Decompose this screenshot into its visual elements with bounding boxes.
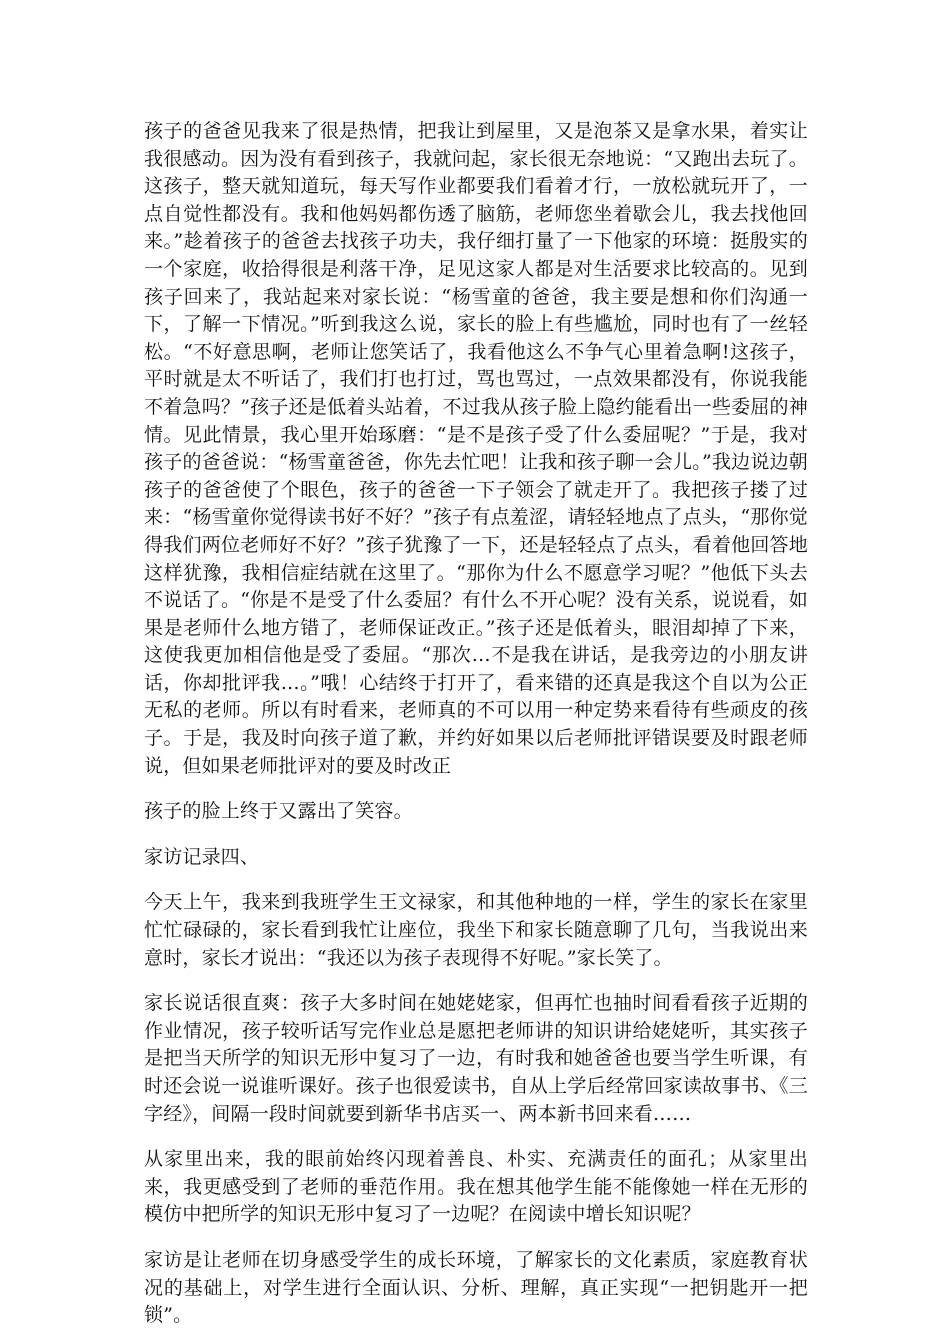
paragraph-visit-wang-family: 今天上午，我来到我班学生王文禄家，和其他种地的一样，学生的家长在家里忙忙碌碌的，家长看到我忙让座位，我坐下和家长随意聊了几句，当我说出来意时，家长才说出：“我还以为孩子表现得不好呢。”家长笑了。 <box>144 891 808 969</box>
paragraph-home-visit-story: 孩子的爸爸见我来了很是热情，把我让到屋里，又是泡茶又是拿水果，着实让我很感动。因为没有看到孩子，我就问起，家长很无奈地说：“又跑出去玩了。这孩子，整天就知道玩，每天写作业都要我们看着才行，一放松就玩开了，一点自觉性都没有。我和他妈妈都伤透了脑筋，老师您坐着歇会儿，我去找他回来。”趁着孩子的爸爸去找孩子功夫，我仔细打量了一下他家的环境：挺殷实的一个家庭，收拾得很是利落干净，足见这家人都是对生活要求比较高的。见到孩子回来了，我站起来对家长说：“杨雪童的爸爸，我主要是想和你们沟通一下，了解一下情况。”听到我这么说，家长的脸上有些尴尬，同时也有了一丝轻松。“不好意思啊，老师让您笑话了，我看他这么不争气心里着急啊!这孩子，平时就是太不听话了，我们打也打过，骂也骂过，一点效果都没有，你说我能不着急吗？”孩子还是低着头站着，不过我从孩子脸上隐约能看出一些委屈的神情。见此情景，我心里开始琢磨：“是不是孩子受了什么委屈呢？”于是，我对孩子的爸爸说：“杨雪童爸爸，你先去忙吧！让我和孩子聊一会儿。”我边说边朝孩子的爸爸使了个眼色，孩子的爸爸一下子领会了就走开了。我把孩子搂了过来：“杨雪童你觉得读书好不好？”孩子有点羞涩，请轻轻地点了点头，“那你觉得我们两位老师好不好？”孩子犹豫了一下，还是轻轻点了点头，看着他回答地这样犹豫，我相信症结就在这里了。“那你为什么不愿意学习呢？”他低下头去不说话了。“你是不是受了什么委屈？有什么不开心呢？没有关系，说说看，如果是老师什么地方错了，老师保证改正。”孩子还是低着头，眼泪却掉了下来，这使我更加相信他是受了委屈。“那次…不是我在讲话，是我旁边的小朋友讲话，你却批评我…。”哦！心结终于打开了，看来错的还真是我这个自以为公正无私的老师。所以有时看来，老师真的不可以用一种定势来看待有些顽皮的孩子。于是，我及时向孩子道了歉，并约好如果以后老师批评错误要及时跟老师说，但如果老师批评对的要及时改正 <box>144 120 808 777</box>
paragraph-conclusion: 家访是让老师在切身感受学生的成长环境，了解家长的文化素质，家庭教育状况的基础上，对学生进行全面认识、分析、理解，真正实现“一把钥匙开一把锁”。 <box>144 1248 808 1327</box>
paragraph-reflection: 从家里出来，我的眼前始终闪现着善良、朴实、充满责任的面孔；从家里出来，我更感受到了老师的垂范作用。我在想其他学生能不能像她一样在无形的模仿中把所学的知识无形中复习了一边呢？在阅读中增长知识呢？ <box>144 1148 808 1226</box>
paragraph-parent-remarks: 家长说话很直爽：孩子大多时间在她姥姥家，但再忙也抽时间看看孩子近期的作业情况，孩子较听话写完作业总是愿把老师讲的知识讲给姥姥听，其实孩子是把当天所学的知识无形中复习了一边，有时我和她爸爸也要当学生听课，有时还会说一说谁听课好。孩子也很爱读书，自从上学后经常回家读故事书、《三字经》，间隔一段时间就要到新华书店买一、两本新书回来看…… <box>144 992 808 1125</box>
paragraph-child-smiled: 孩子的脸上终于又露出了笑容。 <box>144 800 413 823</box>
document-page <box>144 118 808 1330</box>
section-heading-visit-record-4: 家访记录四、 <box>144 845 260 868</box>
